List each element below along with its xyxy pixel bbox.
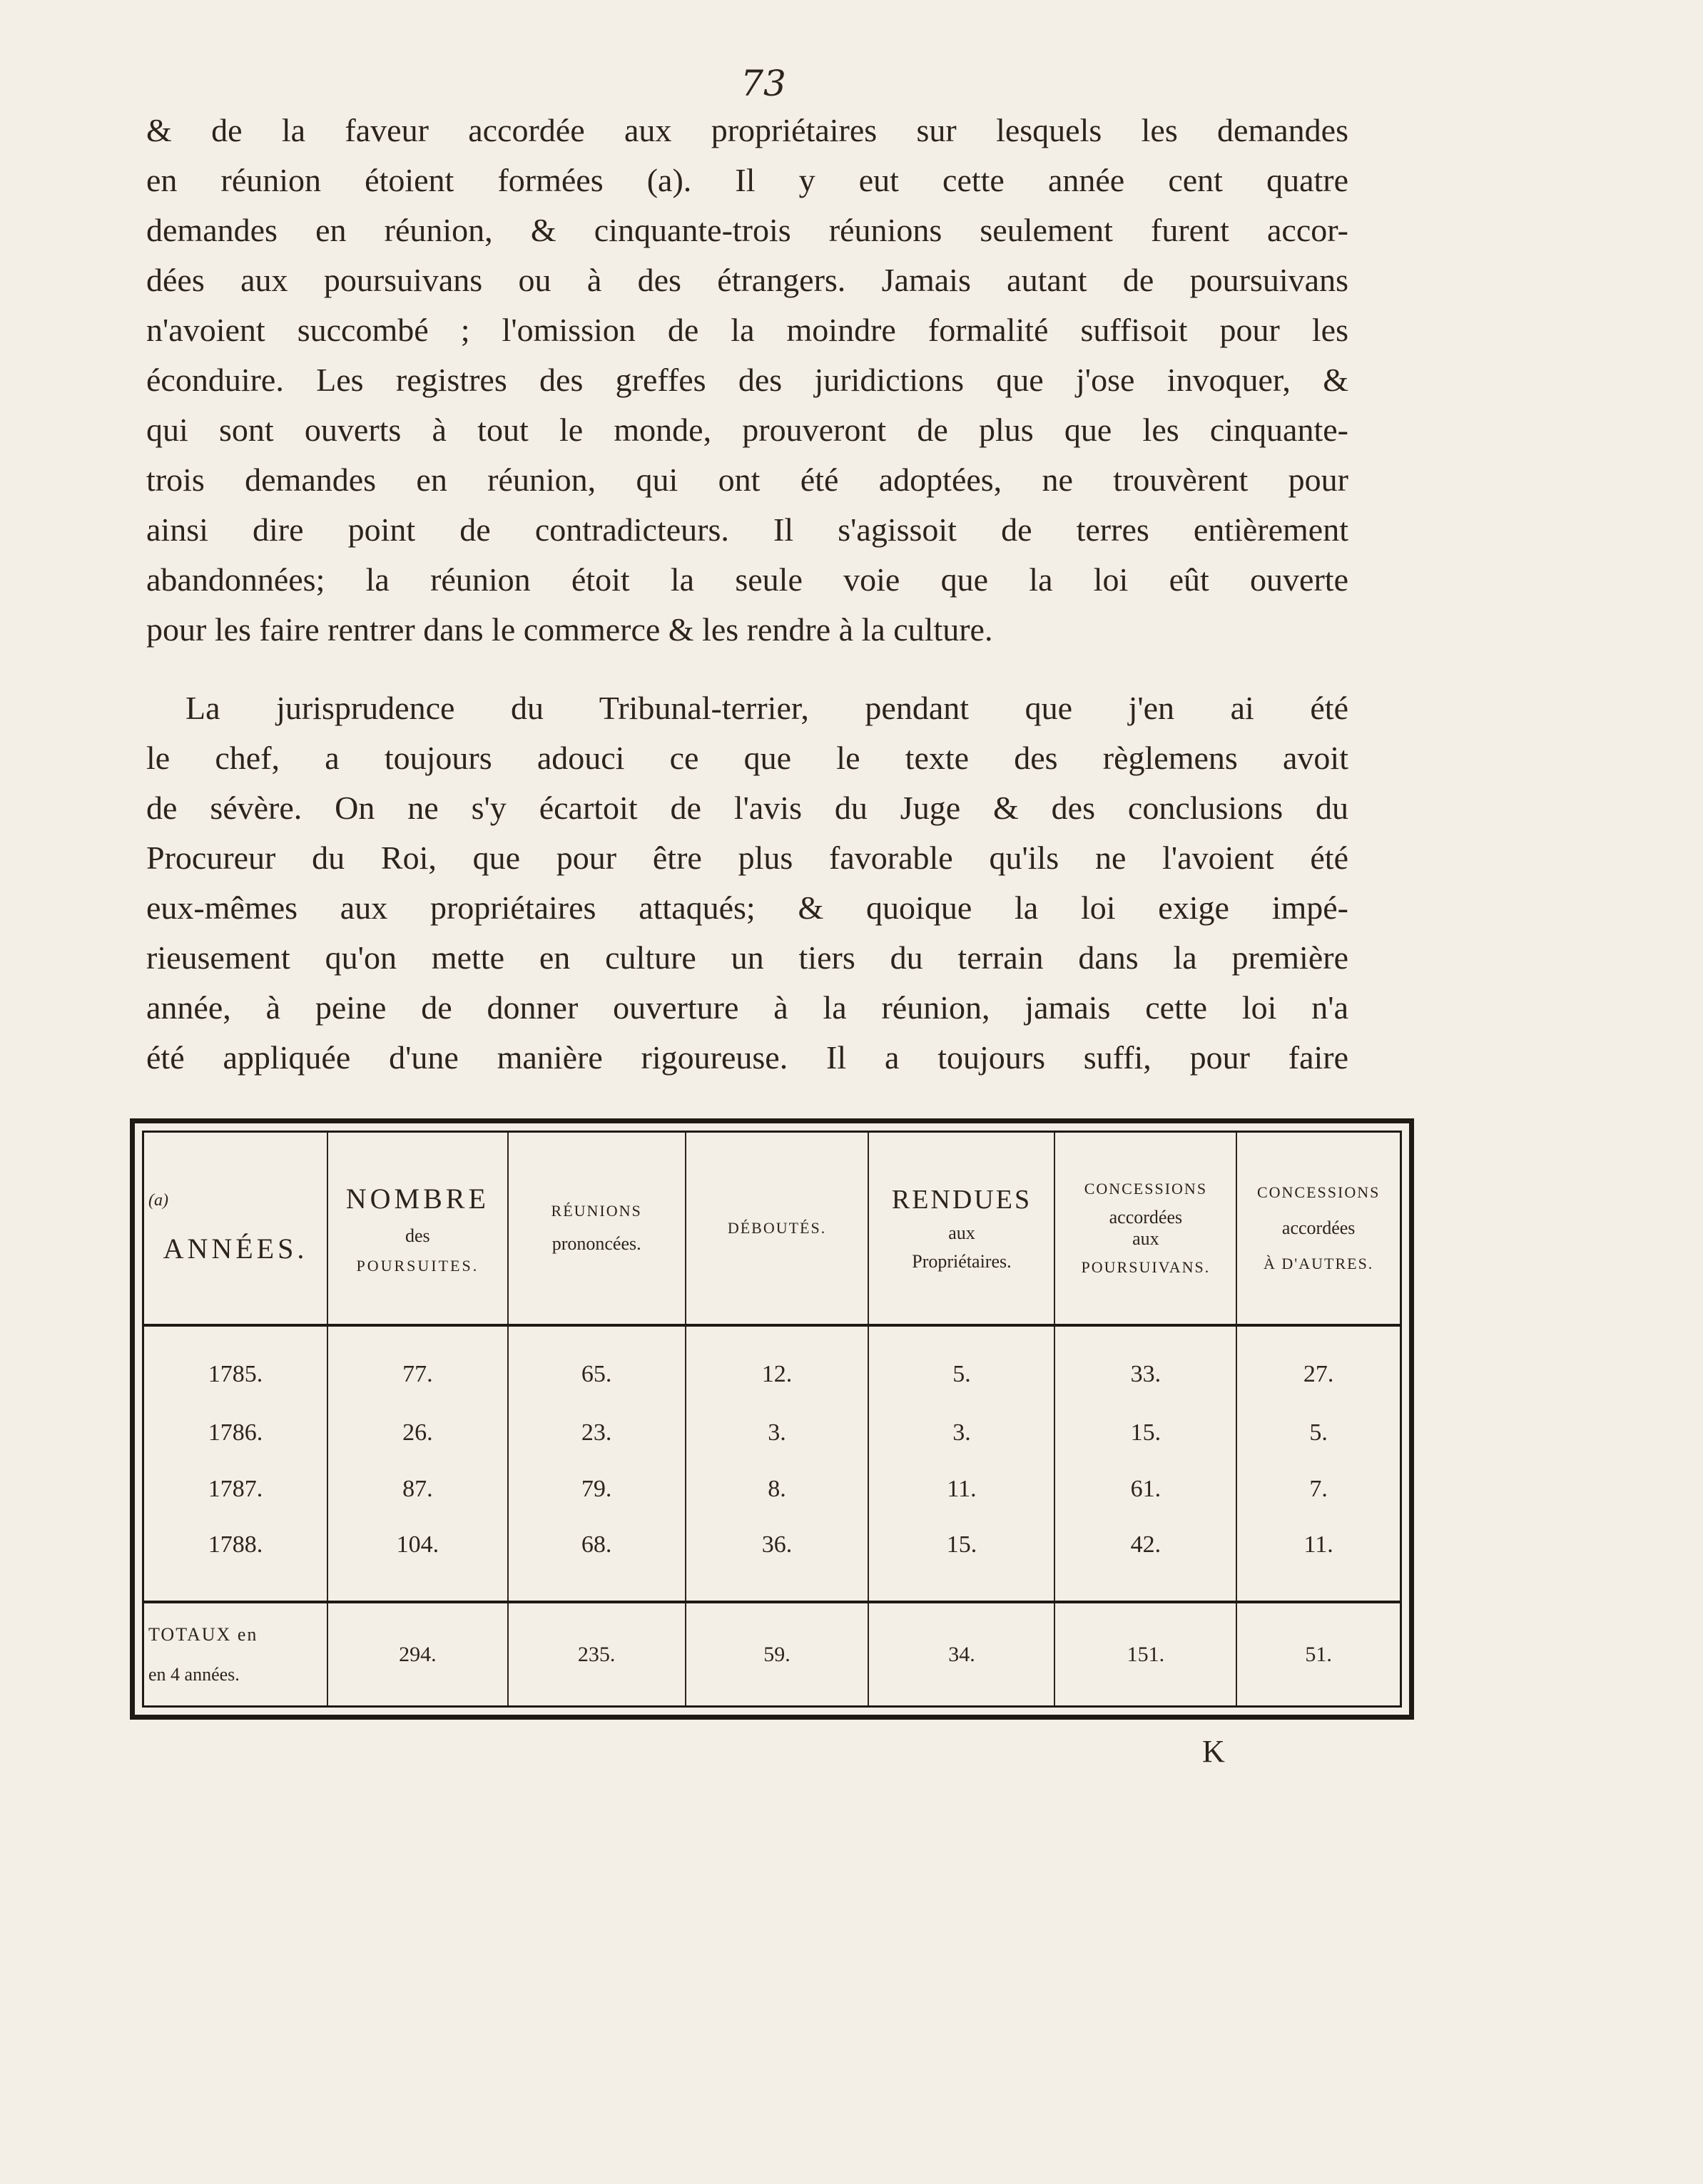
text-line: pour les faire rentrer dans le commerce & les rendre à la culture. [146,611,993,648]
text-line: dées aux poursuivans ou à des étrangers. Jamais autant de poursuivans [146,262,1348,298]
table-row [144,1517,1400,1573]
cell-reunions: 79. [508,1461,686,1517]
statistics-table [144,1133,1400,1705]
cell-poursuites: 77. [327,1325,508,1405]
cell-deboutes: 3. [686,1405,869,1461]
cell-poursuites: 104. [327,1517,508,1573]
cell-poursuites: 26. [327,1405,508,1461]
table-row [144,1405,1400,1461]
cell-rendues: 3. [868,1405,1054,1461]
text-line: ainsi dire point de contradicteurs. Il s'agissoit de terres entièrement [146,511,1348,548]
text-line: Procureur du Roi, que pour être plus favorable qu'ils ne l'avoient été [146,840,1348,876]
cell-totals-label: TOTAUX en en 4 années. [144,1602,327,1705]
cell-reunions: 68. [508,1517,686,1573]
cell-year: 1788. [208,1531,263,1558]
cell-rendues: 15. [868,1517,1054,1573]
page-number: 73 [741,63,786,104]
cell-conc-pours: 61. [1054,1461,1236,1517]
statistics-table-inner [142,1131,1402,1708]
text-line: qui sont ouverts à tout le monde, prouveront de plus que les cinquante- [146,412,1348,448]
text-line: année, à peine de donner ouverture à la réunion, jamais cette loi n'a [146,989,1348,1026]
cell-total-conc-pours: 151. [1054,1602,1236,1705]
header-concessions-autres: CONCESSIONS accordées À D'AUTRES. [1236,1133,1400,1325]
text-line: & de la faveur accordée aux propriétaires sur lesquels les demandes [146,112,1348,148]
cell-deboutes: 8. [686,1461,869,1517]
table-row [144,1325,1400,1405]
cell-total-reunions: 235. [508,1602,686,1705]
cell-year: 1785. [208,1360,263,1387]
header-deboutes: DÉBOUTÉS. [686,1133,869,1325]
footnote-marker: (a) [148,1191,168,1210]
paragraph-gap [146,655,1348,683]
text-line: en réunion étoient formées (a). Il y eut cette année cent quatre [146,162,1348,198]
table-row [144,1461,1400,1517]
body-text [146,106,1348,1083]
text-line: n'avoient succombé ; l'omission de la moindre formalité suffisoit pour les [146,312,1348,348]
cell-year: 1786. [208,1419,263,1446]
statistics-table-frame [130,1118,1414,1720]
cell-total-rendues: 34. [868,1602,1054,1705]
text-line: eux-mêmes aux propriétaires attaqués; & quoique la loi exige impé- [146,889,1348,926]
text-line: trois demandes en réunion, qui ont été adoptées, ne trouvèrent pour [146,461,1348,498]
cell-poursuites: 87. [327,1461,508,1517]
cell-conc-autres: 11. [1236,1517,1400,1573]
header-concessions-poursuivans: CONCESSIONS accordées aux POURSUIVANS. [1054,1133,1236,1325]
cell-conc-autres: 7. [1236,1461,1400,1517]
text-line: rieusement qu'on mette en culture un tiers du terrain dans la première [146,939,1348,976]
text-line: le chef, a toujours adouci ce que le texte des règlemens avoit [146,740,1348,776]
cell-year: 1787. [208,1475,263,1502]
cell-reunions: 65. [508,1325,686,1405]
text-line: demandes en réunion, & cinquante-trois réunions seulement furent accor- [146,212,1348,248]
table-totals-row [144,1602,1400,1705]
text-line: La jurisprudence du Tribunal-terrier, pendant que j'en ai été [185,690,1348,726]
cell-conc-autres: 27. [1236,1325,1400,1405]
table-spacer-row [144,1573,1400,1603]
cell-conc-pours: 15. [1054,1405,1236,1461]
table-header-row [144,1133,1400,1325]
cell-reunions: 23. [508,1405,686,1461]
cell-total-conc-autres: 51. [1236,1602,1400,1705]
text-line: de sévère. On ne s'y écartoit de l'avis du Juge & des conclusions du [146,790,1348,826]
text-line: été appliquée d'une manière rigoureuse. Il a toujours suffi, pour faire [146,1039,1348,1076]
cell-rendues: 11. [868,1461,1054,1517]
text-line: éconduire. Les registres des greffes des juridictions que j'ose invoquer, & [146,362,1348,398]
cell-rendues: 5. [868,1325,1054,1405]
cell-deboutes: 36. [686,1517,869,1573]
text-line: abandonnées; la réunion étoit la seule voie que la loi eût ouverte [146,561,1348,598]
header-annees: (a) ANNÉES. [144,1133,327,1325]
header-poursuites: NOMBRE des POURSUITES. [327,1133,508,1325]
cell-conc-autres: 5. [1236,1405,1400,1461]
header-reunions: RÉUNIONS prononcées. [508,1133,686,1325]
signature-mark: K [1202,1734,1225,1769]
header-rendues: RENDUES aux Propriétaires. [868,1133,1054,1325]
cell-total-poursuites: 294. [327,1602,508,1705]
cell-conc-pours: 42. [1054,1517,1236,1573]
cell-conc-pours: 33. [1054,1325,1236,1405]
cell-total-deboutes: 59. [686,1602,869,1705]
cell-deboutes: 12. [686,1325,869,1405]
